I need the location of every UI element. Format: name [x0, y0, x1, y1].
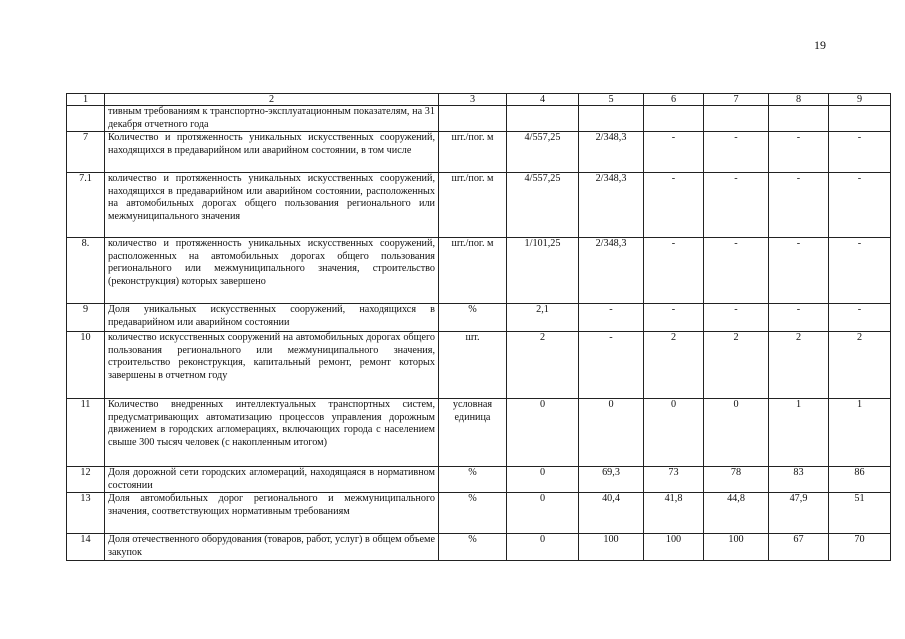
value-cell: 2,1: [507, 304, 579, 332]
row-number-cell: 14: [67, 534, 105, 560]
table-row: [67, 467, 891, 493]
unit-cell: условная единица: [439, 399, 507, 467]
value-cell: -: [704, 173, 769, 238]
indicator-description-cell: Количество и протяженность уникальных искусственных сооружений, находящихся в предаварийном или аварийном состоянии, в том числе: [105, 132, 439, 173]
row-number-cell: 7: [67, 132, 105, 173]
value-cell: 86: [829, 467, 891, 493]
table-row: [67, 534, 891, 560]
unit-cell: шт./пог. м: [439, 238, 507, 304]
row-number-cell: 13: [67, 493, 105, 534]
value-cell: 2: [644, 332, 704, 399]
value-cell: [507, 106, 579, 132]
value-cell: -: [644, 238, 704, 304]
table-row: [67, 238, 891, 304]
value-cell: -: [644, 304, 704, 332]
value-cell: 51: [829, 493, 891, 534]
value-cell: 100: [644, 534, 704, 560]
value-cell: -: [829, 304, 891, 332]
header-cell: 8: [769, 94, 829, 106]
value-cell: 78: [704, 467, 769, 493]
value-cell: -: [769, 132, 829, 173]
row-number-cell: 12: [67, 467, 105, 493]
value-cell: 0: [507, 534, 579, 560]
value-cell: -: [829, 238, 891, 304]
row-number-cell: 8.: [67, 238, 105, 304]
value-cell: 100: [579, 534, 644, 560]
header-cell: 9: [829, 94, 891, 106]
value-cell: 1/101,25: [507, 238, 579, 304]
header-cell: 7: [704, 94, 769, 106]
indicator-description-cell: количество искусственных сооружений на автомобильных дорогах общего пользования регионального или межмуниципального значения, строительство реконструкция, капитальный ремонт, ремонт которых завершены в отчетном году: [105, 332, 439, 399]
row-number-cell: 10: [67, 332, 105, 399]
value-cell: 4/557,25: [507, 132, 579, 173]
value-cell: -: [704, 304, 769, 332]
indicator-description-cell: количество и протяженность уникальных искусственных сооружений, расположенных на автомобильных дорогах общего пользования регионального или межмуниципального значения, строительство (реконструкция) которых завершено: [105, 238, 439, 304]
unit-cell: %: [439, 304, 507, 332]
value-cell: [769, 106, 829, 132]
value-cell: -: [579, 332, 644, 399]
unit-cell: шт./пог. м: [439, 173, 507, 238]
value-cell: 1: [829, 399, 891, 467]
unit-cell: шт./пог. м: [439, 132, 507, 173]
value-cell: 0: [507, 467, 579, 493]
header-cell: 4: [507, 94, 579, 106]
value-cell: 0: [507, 399, 579, 467]
row-number-cell: 11: [67, 399, 105, 467]
value-cell: -: [829, 173, 891, 238]
value-cell: 1: [769, 399, 829, 467]
value-cell: 0: [579, 399, 644, 467]
value-cell: 0: [507, 493, 579, 534]
value-cell: 47,9: [769, 493, 829, 534]
table-row: [67, 132, 891, 173]
value-cell: -: [644, 132, 704, 173]
value-cell: [704, 106, 769, 132]
header-cell: 1: [67, 94, 105, 106]
header-cell: 2: [105, 94, 439, 106]
value-cell: 2/348,3: [579, 238, 644, 304]
table-row: [67, 332, 891, 399]
value-cell: -: [704, 238, 769, 304]
unit-cell: [439, 106, 507, 132]
indicator-description-cell: Количество внедренных интеллектуальных транспортных систем, предусматривающих автоматизацию процессов управления дорожным движением в городских агломерациях, включающих города с населением свыше 300 тысяч человек (с накопленным итогом): [105, 399, 439, 467]
value-cell: 41,8: [644, 493, 704, 534]
value-cell: 69,3: [579, 467, 644, 493]
value-cell: 2: [704, 332, 769, 399]
value-cell: -: [769, 304, 829, 332]
page-number: 19: [814, 38, 826, 52]
value-cell: 2: [769, 332, 829, 399]
unit-cell: %: [439, 493, 507, 534]
indicator-description-cell: Доля автомобильных дорог регионального и межмуниципального значения, соответствующих нормативным требованиям: [105, 493, 439, 534]
value-cell: 2/348,3: [579, 173, 644, 238]
value-cell: 44,8: [704, 493, 769, 534]
value-cell: 2/348,3: [579, 132, 644, 173]
value-cell: 0: [644, 399, 704, 467]
value-cell: -: [769, 173, 829, 238]
header-row: [67, 94, 891, 106]
value-cell: 73: [644, 467, 704, 493]
value-cell: 0: [704, 399, 769, 467]
value-cell: -: [579, 304, 644, 332]
indicator-description-cell: Доля дорожной сети городских агломераций, находящаяся в нормативном состоянии: [105, 467, 439, 493]
indicator-description-cell: тивным требованиям к транспортно-эксплуатационным показателям, на 31 декабря отчетного года: [105, 106, 439, 132]
value-cell: 2: [829, 332, 891, 399]
row-number-cell: 9: [67, 304, 105, 332]
indicators-table: [66, 93, 891, 561]
value-cell: -: [829, 132, 891, 173]
value-cell: -: [704, 132, 769, 173]
value-cell: 100: [704, 534, 769, 560]
header-cell: 6: [644, 94, 704, 106]
indicator-description-cell: Доля уникальных искусственных сооружений, находящихся в предаварийном или аварийном состоянии: [105, 304, 439, 332]
table-row: [67, 493, 891, 534]
indicator-description-cell: Доля отечественного оборудования (товаров, работ, услуг) в общем объеме закупок: [105, 534, 439, 560]
unit-cell: %: [439, 467, 507, 493]
header-cell: 5: [579, 94, 644, 106]
value-cell: -: [644, 173, 704, 238]
table-row: [67, 173, 891, 238]
value-cell: [829, 106, 891, 132]
table-row: [67, 399, 891, 467]
unit-cell: шт.: [439, 332, 507, 399]
row-number-cell: [67, 106, 105, 132]
value-cell: 83: [769, 467, 829, 493]
header-cell: 3: [439, 94, 507, 106]
row-number-cell: 7.1: [67, 173, 105, 238]
indicator-description-cell: количество и протяженность уникальных искусственных сооружений, находящихся в предаварийном или аварийном состоянии, расположенных на автомобильных дорогах общего пользования регионального или межмуниципального значения: [105, 173, 439, 238]
value-cell: 40,4: [579, 493, 644, 534]
value-cell: [579, 106, 644, 132]
value-cell: 70: [829, 534, 891, 560]
unit-cell: %: [439, 534, 507, 560]
value-cell: -: [769, 238, 829, 304]
value-cell: 67: [769, 534, 829, 560]
table-row: [67, 304, 891, 332]
value-cell: 4/557,25: [507, 173, 579, 238]
table-row: [67, 106, 891, 132]
value-cell: 2: [507, 332, 579, 399]
value-cell: [644, 106, 704, 132]
